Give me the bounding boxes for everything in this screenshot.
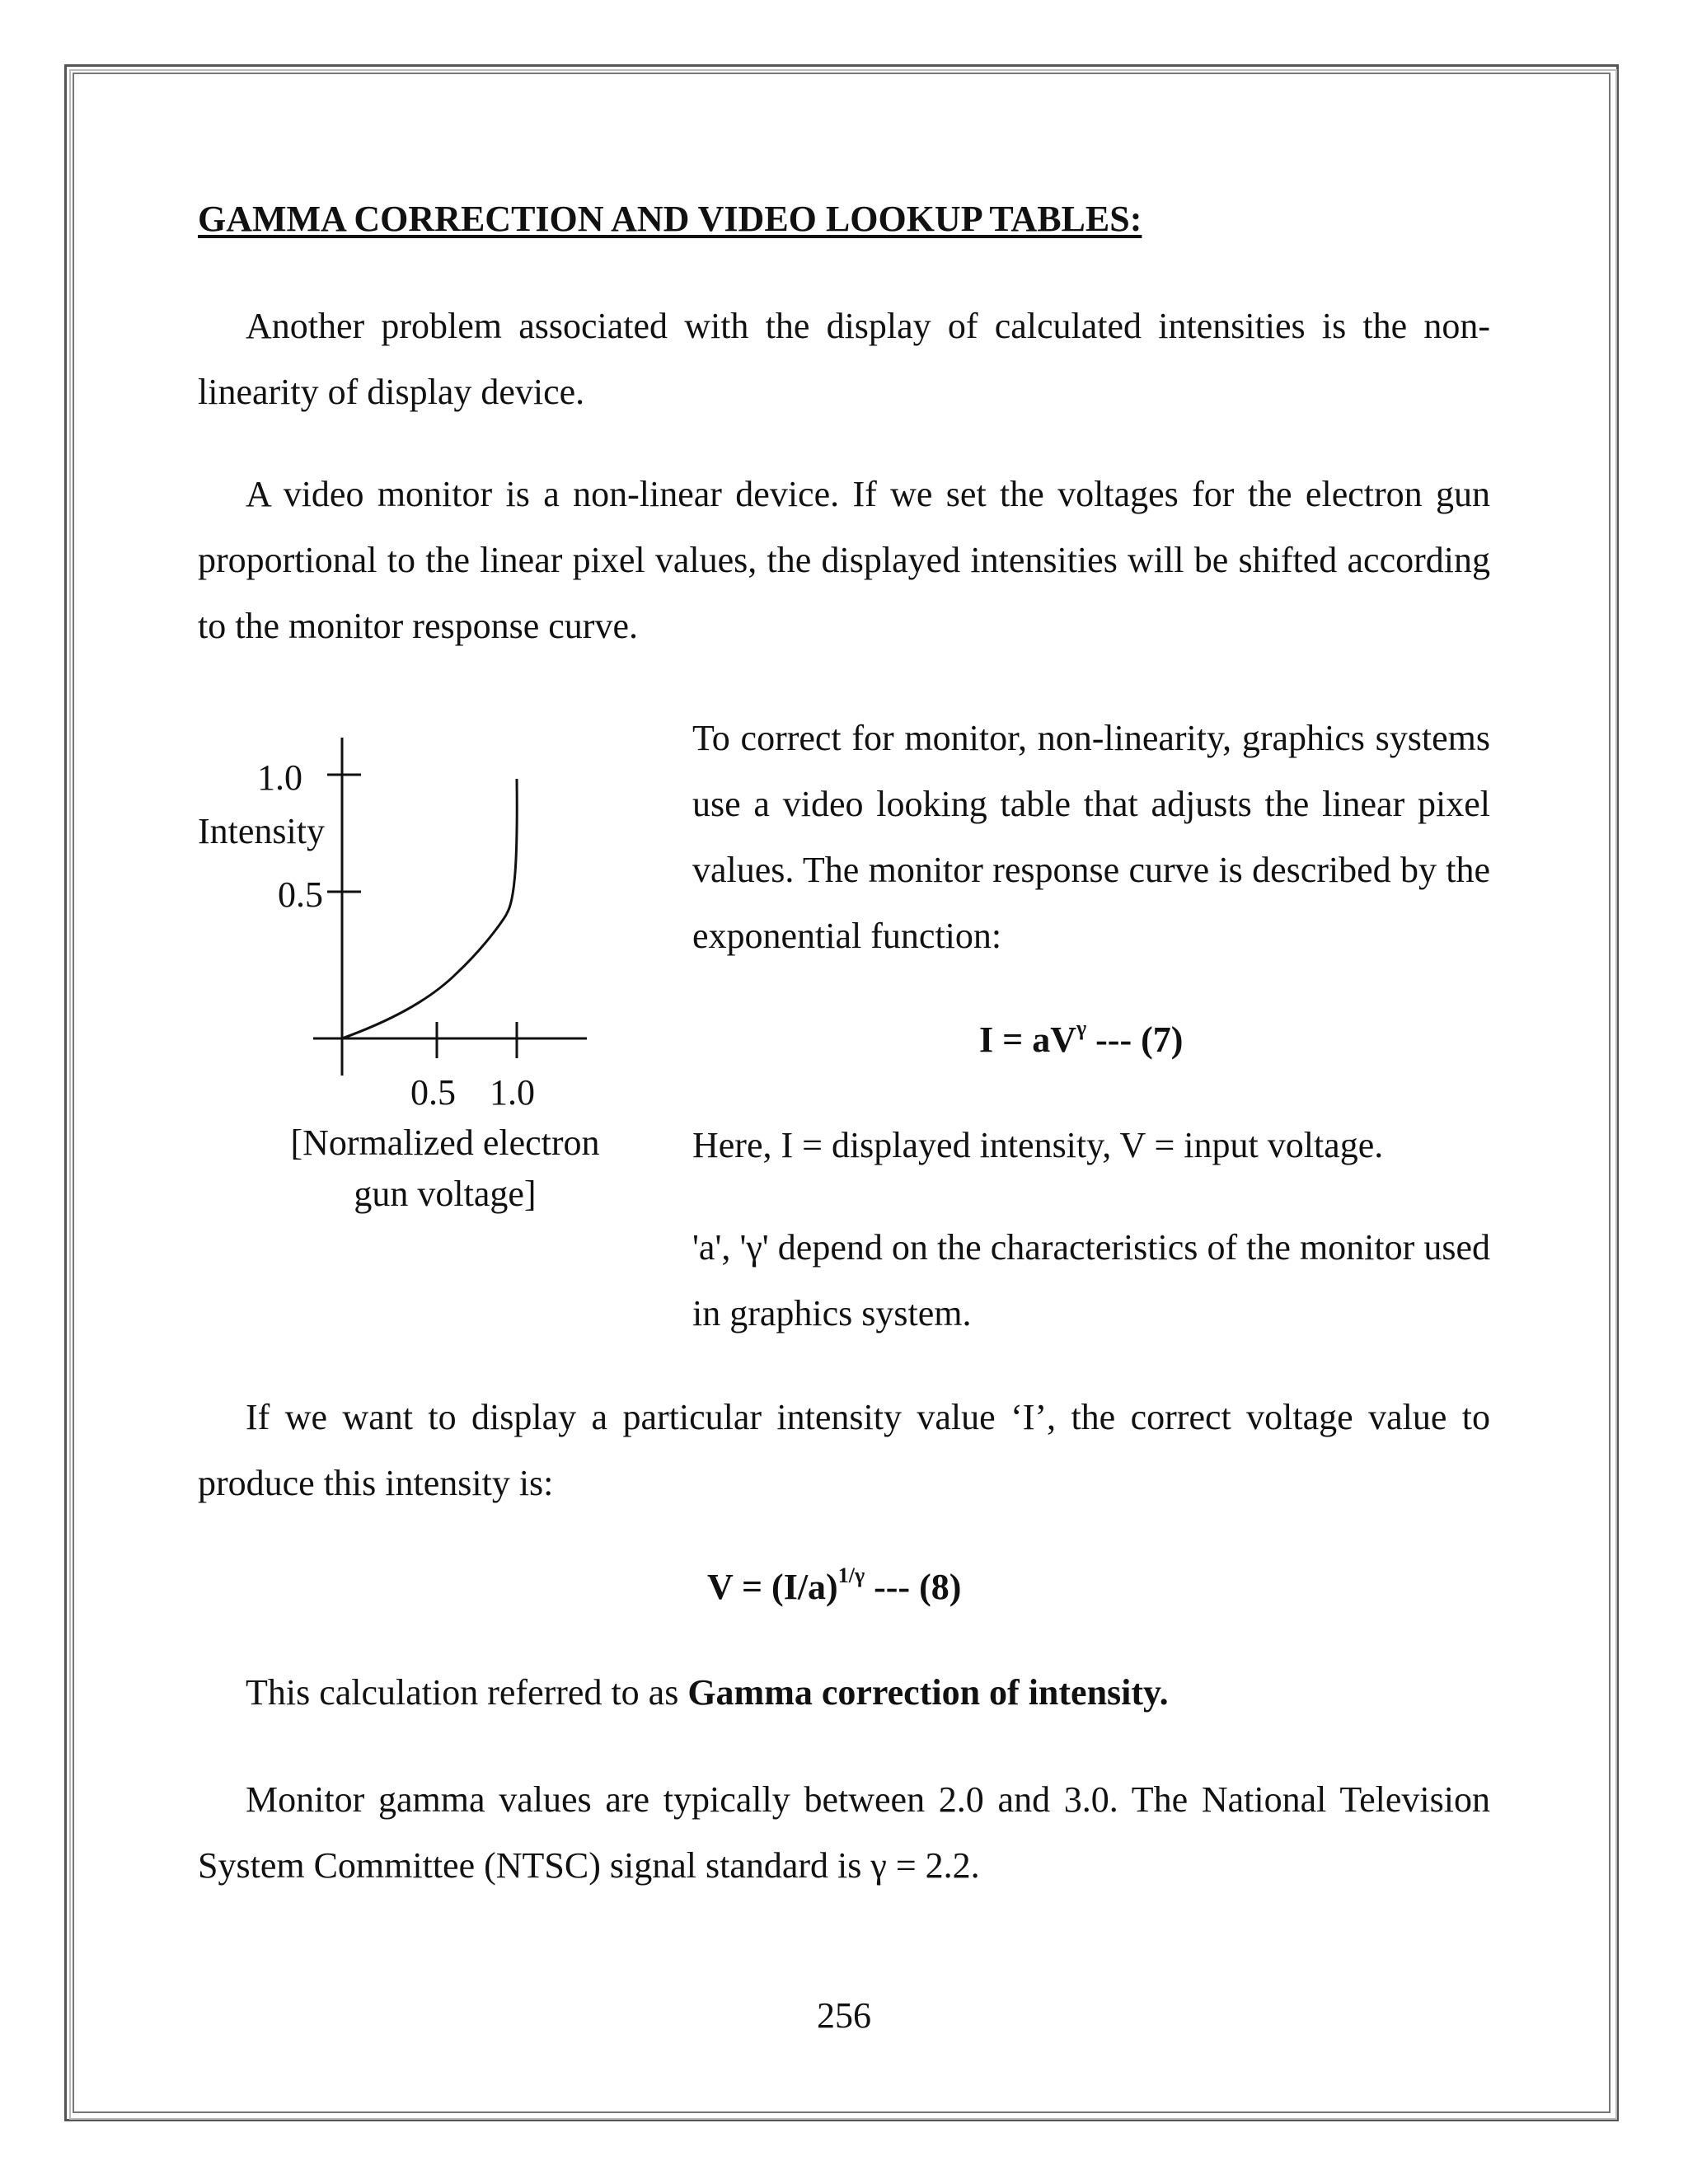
equation-7-number: --- (7): [1086, 1019, 1184, 1060]
graph-x-tick-label-1: 0.5: [410, 1072, 456, 1113]
graph-y-tick-label-top: 1.0: [257, 757, 302, 798]
page-number: 256: [817, 1995, 871, 2036]
gamma-correction-term: Gamma correction of intensity.: [687, 1672, 1169, 1713]
paragraph-gamma-correction: [198, 1660, 1490, 1726]
equation-8-base: V = (I/a): [707, 1567, 838, 1607]
paragraph-video-monitor: A video monitor is a non-linear device. If we set the voltages for the electron gun proportional to the linear pixel values, the displayed intensities will be shifted according to the monitor response curve.: [198, 474, 1490, 646]
graph-y-tick-label-mid: 0.5: [278, 874, 323, 915]
equation-8-number: --- (8): [865, 1567, 962, 1607]
equation-7-exponent: γ: [1076, 1016, 1087, 1040]
graph-caption: [272, 1118, 618, 1220]
equation-7-base: I = aV: [979, 1019, 1076, 1060]
paragraph-display-intensity: If we want to display a particular intensity value ‘I’, the correct voltage value to produce this intensity is:: [198, 1397, 1490, 1503]
paragraph-variable-definitions: Here, I = displayed intensity, V = input voltage.: [692, 1125, 1384, 1165]
equation-8: [707, 1563, 962, 1608]
section-heading: GAMMA CORRECTION AND VIDEO LOOKUP TABLES:: [198, 199, 1142, 239]
gamma-correction-prefix: This calculation referred to as: [246, 1672, 688, 1713]
graph-y-axis-label: Intensity: [198, 811, 325, 851]
equation-7: [979, 1016, 1184, 1061]
paragraph-video-lookup: To correct for monitor, non-linearity, graphics systems use a video looking table that adjusts the linear pixel values. The monitor response curve is described by the exponential function:: [692, 718, 1490, 956]
paragraph-gamma-values: Monitor gamma values are typically between 2.0 and 3.0. The National Television System Committee (NTSC) signal standard is γ = 2.2.: [198, 1779, 1490, 1886]
graph-x-tick-label-2: 1.0: [490, 1072, 535, 1113]
graph-caption-line1: [Normalized electron: [290, 1122, 600, 1163]
equation-8-exponent: 1/γ: [837, 1563, 865, 1587]
graph-caption-line2: gun voltage]: [354, 1174, 537, 1214]
paragraph-nonlinearity: Another problem associated with the display of calculated intensities is the non-linearity of display device.: [198, 306, 1490, 412]
paragraph-monitor-characteristics: 'a', 'γ' depend on the characteristics of the monitor used in graphics system.: [692, 1227, 1490, 1333]
